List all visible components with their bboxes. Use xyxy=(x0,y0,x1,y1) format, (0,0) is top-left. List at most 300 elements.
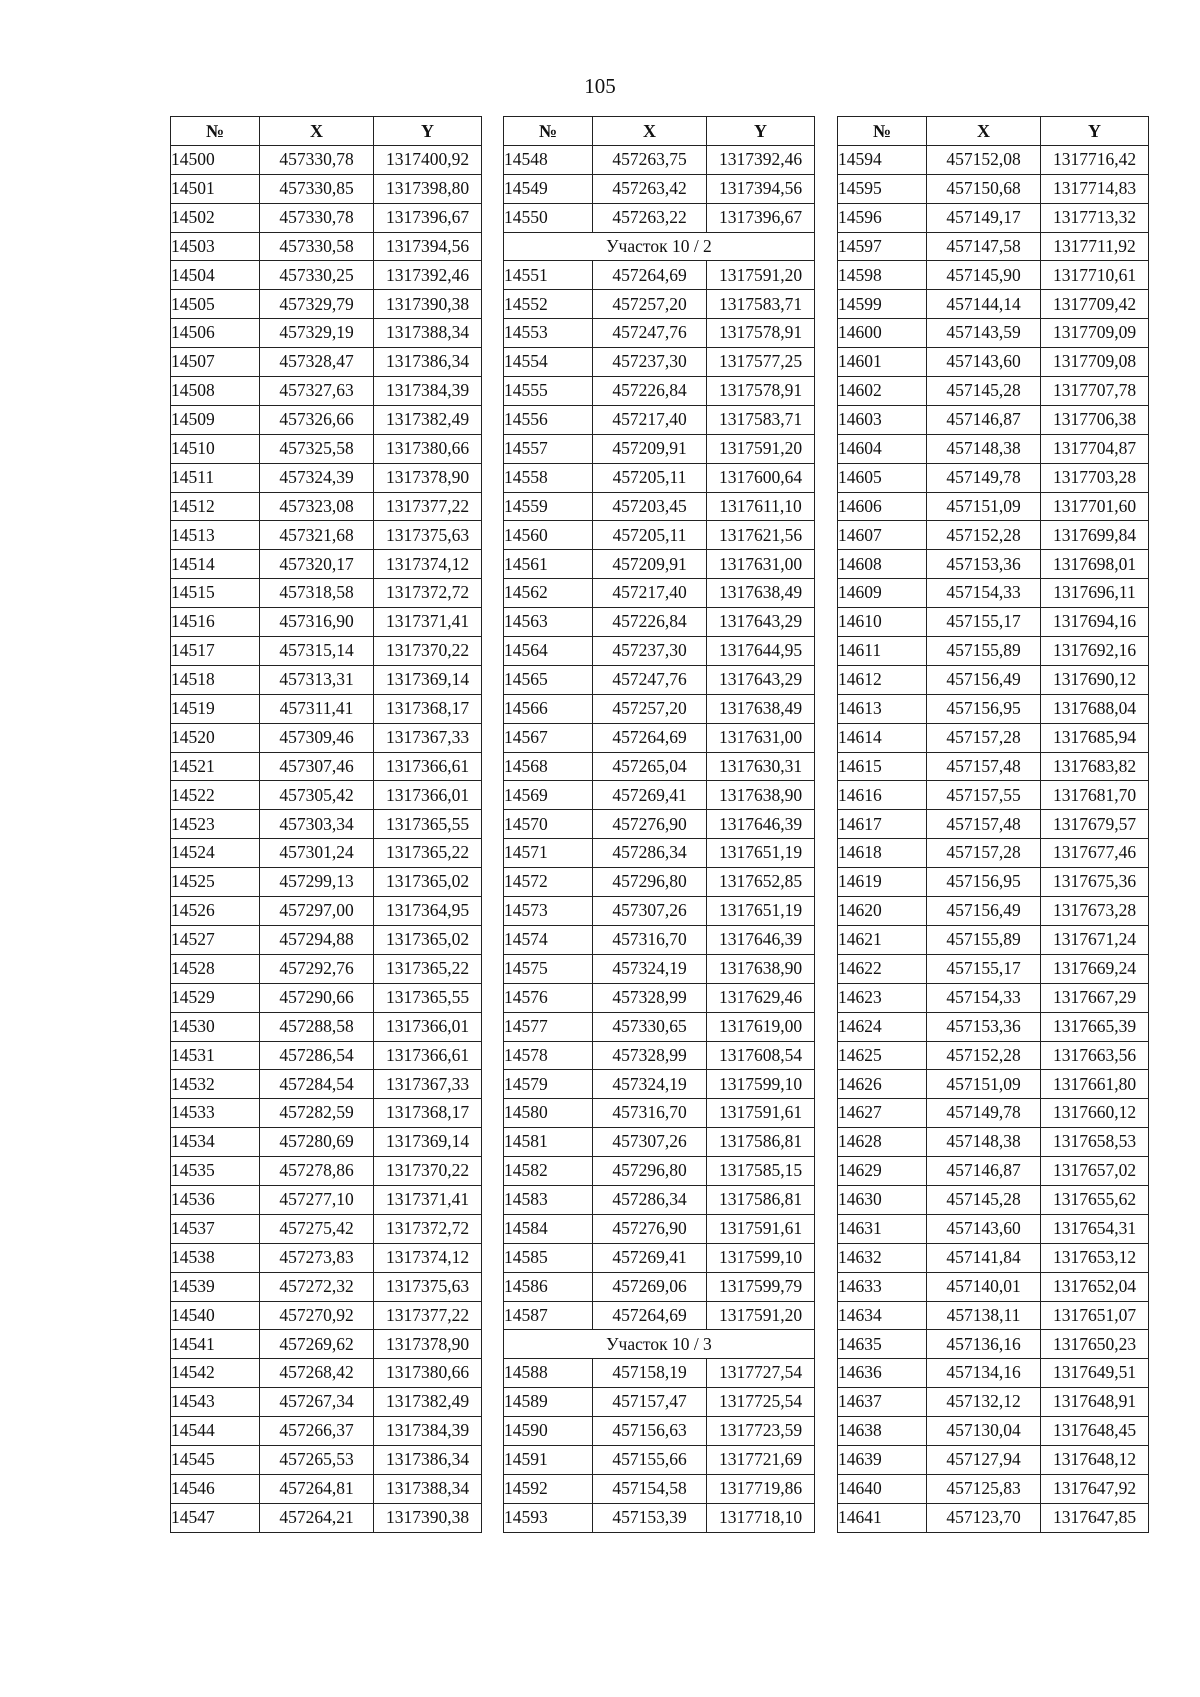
coord-x: 457282,59 xyxy=(260,1099,374,1128)
table-row xyxy=(171,1388,482,1417)
coord-x: 457264,69 xyxy=(593,1301,707,1330)
coord-x: 457267,34 xyxy=(260,1388,374,1417)
point-number: 14592 xyxy=(504,1474,593,1503)
table-row xyxy=(838,1272,1149,1301)
table-row xyxy=(504,1214,815,1243)
coord-y: 1317643,29 xyxy=(707,665,815,694)
table-row xyxy=(838,1041,1149,1070)
coord-y: 1317692,16 xyxy=(1041,637,1149,666)
coord-y: 1317644,95 xyxy=(707,637,815,666)
coord-y: 1317591,20 xyxy=(707,1301,815,1330)
coord-y: 1317675,36 xyxy=(1041,868,1149,897)
point-number: 14507 xyxy=(171,348,260,377)
coord-y: 1317380,66 xyxy=(374,434,482,463)
coord-x: 457157,28 xyxy=(927,723,1041,752)
coord-y: 1317671,24 xyxy=(1041,925,1149,954)
coord-y: 1317725,54 xyxy=(707,1388,815,1417)
point-number: 14566 xyxy=(504,694,593,723)
table-row xyxy=(838,261,1149,290)
table-row xyxy=(838,174,1149,203)
coord-x: 457329,19 xyxy=(260,319,374,348)
coord-x: 457330,58 xyxy=(260,232,374,261)
table-row xyxy=(171,405,482,434)
point-number: 14505 xyxy=(171,290,260,319)
coord-x: 457324,19 xyxy=(593,1070,707,1099)
coord-x: 457125,83 xyxy=(927,1474,1041,1503)
coord-y: 1317390,38 xyxy=(374,1503,482,1532)
point-number: 14603 xyxy=(838,405,927,434)
coord-y: 1317599,10 xyxy=(707,1243,815,1272)
point-number: 14563 xyxy=(504,608,593,637)
coord-y: 1317384,39 xyxy=(374,1417,482,1446)
point-number: 14535 xyxy=(171,1157,260,1186)
table-row xyxy=(171,1243,482,1272)
table-row xyxy=(838,1474,1149,1503)
coord-x: 457157,28 xyxy=(927,839,1041,868)
coord-x: 457149,78 xyxy=(927,463,1041,492)
coord-x: 457264,21 xyxy=(260,1503,374,1532)
table-row xyxy=(171,954,482,983)
coord-y: 1317364,95 xyxy=(374,897,482,926)
header-number: № xyxy=(504,117,593,146)
coord-y: 1317386,34 xyxy=(374,348,482,377)
table-row xyxy=(838,1330,1149,1359)
point-number: 14531 xyxy=(171,1041,260,1070)
header-x: X xyxy=(260,117,374,146)
coord-y: 1317599,10 xyxy=(707,1070,815,1099)
coord-y: 1317378,90 xyxy=(374,1330,482,1359)
table-row xyxy=(838,868,1149,897)
coord-x: 457327,63 xyxy=(260,377,374,406)
coord-y: 1317586,81 xyxy=(707,1128,815,1157)
coord-y: 1317651,19 xyxy=(707,897,815,926)
point-number: 14618 xyxy=(838,839,927,868)
coord-y: 1317707,78 xyxy=(1041,377,1149,406)
coord-y: 1317366,01 xyxy=(374,781,482,810)
coord-x: 457143,60 xyxy=(927,1214,1041,1243)
coord-x: 457154,33 xyxy=(927,579,1041,608)
point-number: 14560 xyxy=(504,521,593,550)
point-number: 14537 xyxy=(171,1214,260,1243)
coord-y: 1317652,04 xyxy=(1041,1272,1149,1301)
header-y: Y xyxy=(1041,117,1149,146)
coord-y: 1317631,00 xyxy=(707,550,815,579)
table-row xyxy=(504,925,815,954)
coord-x: 457316,70 xyxy=(593,925,707,954)
table-row xyxy=(504,1157,815,1186)
coord-x: 457152,08 xyxy=(927,145,1041,174)
table-row xyxy=(171,694,482,723)
point-number: 14532 xyxy=(171,1070,260,1099)
table-row xyxy=(504,1128,815,1157)
coord-x: 457330,78 xyxy=(260,203,374,232)
point-number: 14590 xyxy=(504,1417,593,1446)
coord-x: 457237,30 xyxy=(593,348,707,377)
point-number: 14586 xyxy=(504,1272,593,1301)
coord-x: 457277,10 xyxy=(260,1185,374,1214)
coord-y: 1317727,54 xyxy=(707,1359,815,1388)
table-row xyxy=(838,348,1149,377)
coord-y: 1317660,12 xyxy=(1041,1099,1149,1128)
coord-x: 457155,66 xyxy=(593,1445,707,1474)
coord-x: 457330,25 xyxy=(260,261,374,290)
coord-y: 1317638,90 xyxy=(707,954,815,983)
point-number: 14548 xyxy=(504,145,593,174)
table-row xyxy=(838,839,1149,868)
coord-y: 1317661,80 xyxy=(1041,1070,1149,1099)
table-row xyxy=(838,983,1149,1012)
table-row xyxy=(838,377,1149,406)
coord-x: 457143,60 xyxy=(927,348,1041,377)
coord-y: 1317652,85 xyxy=(707,868,815,897)
coord-y: 1317369,14 xyxy=(374,1128,482,1157)
point-number: 14536 xyxy=(171,1185,260,1214)
coord-y: 1317375,63 xyxy=(374,521,482,550)
coord-y: 1317366,61 xyxy=(374,752,482,781)
table-row xyxy=(504,1503,815,1532)
coord-x: 457330,65 xyxy=(593,1012,707,1041)
table-row xyxy=(838,521,1149,550)
point-number: 14509 xyxy=(171,405,260,434)
coord-x: 457330,85 xyxy=(260,174,374,203)
table-row xyxy=(838,925,1149,954)
point-number: 14638 xyxy=(838,1417,927,1446)
table-row xyxy=(504,550,815,579)
coord-x: 457146,87 xyxy=(927,1157,1041,1186)
point-number: 14558 xyxy=(504,463,593,492)
coord-y: 1317585,15 xyxy=(707,1157,815,1186)
point-number: 14611 xyxy=(838,637,927,666)
table-row xyxy=(504,897,815,926)
coord-y: 1317648,12 xyxy=(1041,1445,1149,1474)
table-row xyxy=(504,1012,815,1041)
point-number: 14602 xyxy=(838,377,927,406)
coord-y: 1317591,20 xyxy=(707,261,815,290)
coord-x: 457297,00 xyxy=(260,897,374,926)
point-number: 14514 xyxy=(171,550,260,579)
coord-y: 1317372,72 xyxy=(374,579,482,608)
table-row xyxy=(504,319,815,348)
point-number: 14565 xyxy=(504,665,593,694)
point-number: 14503 xyxy=(171,232,260,261)
table-row xyxy=(504,608,815,637)
point-number: 14624 xyxy=(838,1012,927,1041)
section-title: Участок 10 / 3 xyxy=(504,1330,815,1359)
point-number: 14579 xyxy=(504,1070,593,1099)
coord-x: 457263,42 xyxy=(593,174,707,203)
coord-x: 457152,28 xyxy=(927,521,1041,550)
coord-x: 457150,68 xyxy=(927,174,1041,203)
point-number: 14612 xyxy=(838,665,927,694)
coord-x: 457141,84 xyxy=(927,1243,1041,1272)
coord-y: 1317638,49 xyxy=(707,579,815,608)
table-header-row xyxy=(504,117,815,146)
coord-y: 1317608,54 xyxy=(707,1041,815,1070)
table-row xyxy=(838,752,1149,781)
table-row xyxy=(838,1445,1149,1474)
point-number: 14538 xyxy=(171,1243,260,1272)
table-row xyxy=(171,319,482,348)
coord-y: 1317719,86 xyxy=(707,1474,815,1503)
point-number: 14517 xyxy=(171,637,260,666)
table-row xyxy=(504,145,815,174)
point-number: 14577 xyxy=(504,1012,593,1041)
coord-x: 457307,26 xyxy=(593,897,707,926)
coord-y: 1317655,62 xyxy=(1041,1185,1149,1214)
coord-y: 1317709,08 xyxy=(1041,348,1149,377)
point-number: 14615 xyxy=(838,752,927,781)
point-number: 14635 xyxy=(838,1330,927,1359)
coord-x: 457305,42 xyxy=(260,781,374,810)
point-number: 14575 xyxy=(504,954,593,983)
coord-x: 457299,13 xyxy=(260,868,374,897)
coord-x: 457217,40 xyxy=(593,579,707,608)
point-number: 14605 xyxy=(838,463,927,492)
coord-x: 457155,17 xyxy=(927,608,1041,637)
table-row xyxy=(838,1070,1149,1099)
table-row xyxy=(171,290,482,319)
coord-x: 457325,58 xyxy=(260,434,374,463)
table-row xyxy=(171,174,482,203)
coord-x: 457266,37 xyxy=(260,1417,374,1446)
table-row xyxy=(504,434,815,463)
coord-x: 457265,53 xyxy=(260,1445,374,1474)
coord-x: 457328,99 xyxy=(593,983,707,1012)
point-number: 14523 xyxy=(171,810,260,839)
point-number: 14511 xyxy=(171,463,260,492)
table-row xyxy=(504,1272,815,1301)
table-row xyxy=(838,579,1149,608)
table-row xyxy=(171,1214,482,1243)
point-number: 14634 xyxy=(838,1301,927,1330)
table-row xyxy=(504,579,815,608)
point-number: 14569 xyxy=(504,781,593,810)
table-row xyxy=(504,377,815,406)
table-row xyxy=(838,1214,1149,1243)
point-number: 14504 xyxy=(171,261,260,290)
coord-x: 457278,86 xyxy=(260,1157,374,1186)
point-number: 14625 xyxy=(838,1041,927,1070)
table-row xyxy=(504,1445,815,1474)
coord-y: 1317701,60 xyxy=(1041,492,1149,521)
table-row xyxy=(838,434,1149,463)
coord-y: 1317713,32 xyxy=(1041,203,1149,232)
coord-y: 1317709,09 xyxy=(1041,319,1149,348)
coord-y: 1317651,07 xyxy=(1041,1301,1149,1330)
point-number: 14629 xyxy=(838,1157,927,1186)
point-number: 14636 xyxy=(838,1359,927,1388)
point-number: 14568 xyxy=(504,752,593,781)
coord-y: 1317710,61 xyxy=(1041,261,1149,290)
table-row xyxy=(838,781,1149,810)
coord-x: 457328,99 xyxy=(593,1041,707,1070)
coord-x: 457286,34 xyxy=(593,1185,707,1214)
coord-y: 1317368,17 xyxy=(374,694,482,723)
coord-y: 1317365,22 xyxy=(374,954,482,983)
coord-y: 1317611,10 xyxy=(707,492,815,521)
coord-x: 457154,58 xyxy=(593,1474,707,1503)
coord-y: 1317368,17 xyxy=(374,1099,482,1128)
coord-y: 1317583,71 xyxy=(707,405,815,434)
coord-y: 1317647,85 xyxy=(1041,1503,1149,1532)
table-row xyxy=(504,868,815,897)
point-number: 14599 xyxy=(838,290,927,319)
coord-y: 1317388,34 xyxy=(374,1474,482,1503)
point-number: 14520 xyxy=(171,723,260,752)
table-row xyxy=(504,1388,815,1417)
coord-x: 457296,80 xyxy=(593,1157,707,1186)
point-number: 14518 xyxy=(171,665,260,694)
table-row xyxy=(504,694,815,723)
point-number: 14622 xyxy=(838,954,927,983)
table-header-row xyxy=(171,117,482,146)
point-number: 14610 xyxy=(838,608,927,637)
point-number: 14529 xyxy=(171,983,260,1012)
table-row xyxy=(838,145,1149,174)
point-number: 14521 xyxy=(171,752,260,781)
table-row xyxy=(838,723,1149,752)
point-number: 14562 xyxy=(504,579,593,608)
table-row xyxy=(504,752,815,781)
table-row xyxy=(838,954,1149,983)
point-number: 14607 xyxy=(838,521,927,550)
coordinate-table-2 xyxy=(503,116,815,1533)
table-row xyxy=(171,1330,482,1359)
point-number: 14545 xyxy=(171,1445,260,1474)
coord-y: 1317398,80 xyxy=(374,174,482,203)
coord-y: 1317694,16 xyxy=(1041,608,1149,637)
coord-x: 457257,20 xyxy=(593,694,707,723)
coord-x: 457318,58 xyxy=(260,579,374,608)
coord-x: 457136,16 xyxy=(927,1330,1041,1359)
coord-x: 457156,95 xyxy=(927,694,1041,723)
coord-x: 457290,66 xyxy=(260,983,374,1012)
coord-x: 457264,69 xyxy=(593,261,707,290)
coord-y: 1317365,02 xyxy=(374,925,482,954)
point-number: 14574 xyxy=(504,925,593,954)
point-number: 14540 xyxy=(171,1301,260,1330)
coord-x: 457152,28 xyxy=(927,1041,1041,1070)
header-y: Y xyxy=(707,117,815,146)
point-number: 14584 xyxy=(504,1214,593,1243)
coord-y: 1317646,39 xyxy=(707,925,815,954)
coord-y: 1317688,04 xyxy=(1041,694,1149,723)
coord-y: 1317648,45 xyxy=(1041,1417,1149,1446)
coord-x: 457226,84 xyxy=(593,377,707,406)
coord-y: 1317392,46 xyxy=(707,145,815,174)
coord-y: 1317663,56 xyxy=(1041,1041,1149,1070)
point-number: 14573 xyxy=(504,897,593,926)
coord-x: 457257,20 xyxy=(593,290,707,319)
table-row xyxy=(171,781,482,810)
point-number: 14533 xyxy=(171,1099,260,1128)
coord-y: 1317638,49 xyxy=(707,694,815,723)
table-row xyxy=(838,1185,1149,1214)
coord-y: 1317377,22 xyxy=(374,1301,482,1330)
coord-x: 457269,62 xyxy=(260,1330,374,1359)
coord-y: 1317365,55 xyxy=(374,810,482,839)
table-row xyxy=(504,1041,815,1070)
coord-x: 457149,78 xyxy=(927,1099,1041,1128)
point-number: 14553 xyxy=(504,319,593,348)
coord-x: 457280,69 xyxy=(260,1128,374,1157)
coord-x: 457145,28 xyxy=(927,377,1041,406)
table-row xyxy=(171,839,482,868)
table-row xyxy=(171,1012,482,1041)
coord-x: 457268,42 xyxy=(260,1359,374,1388)
point-number: 14512 xyxy=(171,492,260,521)
point-number: 14630 xyxy=(838,1185,927,1214)
coord-x: 457154,33 xyxy=(927,983,1041,1012)
coord-x: 457157,47 xyxy=(593,1388,707,1417)
coord-x: 457296,80 xyxy=(593,868,707,897)
coord-x: 457324,39 xyxy=(260,463,374,492)
header-y: Y xyxy=(374,117,482,146)
coord-x: 457324,19 xyxy=(593,954,707,983)
coord-x: 457155,89 xyxy=(927,637,1041,666)
point-number: 14588 xyxy=(504,1359,593,1388)
coord-x: 457205,11 xyxy=(593,521,707,550)
coord-x: 457138,11 xyxy=(927,1301,1041,1330)
point-number: 14613 xyxy=(838,694,927,723)
coord-y: 1317372,72 xyxy=(374,1214,482,1243)
point-number: 14572 xyxy=(504,868,593,897)
point-number: 14619 xyxy=(838,868,927,897)
table-row xyxy=(504,348,815,377)
point-number: 14559 xyxy=(504,492,593,521)
table-row xyxy=(838,463,1149,492)
table-row xyxy=(171,1157,482,1186)
point-number: 14555 xyxy=(504,377,593,406)
coord-x: 457130,04 xyxy=(927,1417,1041,1446)
point-number: 14627 xyxy=(838,1099,927,1128)
coord-y: 1317647,92 xyxy=(1041,1474,1149,1503)
coord-x: 457307,46 xyxy=(260,752,374,781)
coord-x: 457320,17 xyxy=(260,550,374,579)
table-row xyxy=(504,521,815,550)
coord-y: 1317679,57 xyxy=(1041,810,1149,839)
coord-y: 1317698,01 xyxy=(1041,550,1149,579)
coord-x: 457157,55 xyxy=(927,781,1041,810)
coord-y: 1317699,84 xyxy=(1041,521,1149,550)
point-number: 14623 xyxy=(838,983,927,1012)
table-row xyxy=(504,405,815,434)
table-row xyxy=(504,1301,815,1330)
point-number: 14606 xyxy=(838,492,927,521)
point-number: 14525 xyxy=(171,868,260,897)
coord-x: 457303,34 xyxy=(260,810,374,839)
table-row xyxy=(171,1417,482,1446)
coord-x: 457148,38 xyxy=(927,1128,1041,1157)
table-row xyxy=(171,261,482,290)
coord-y: 1317706,38 xyxy=(1041,405,1149,434)
table-row xyxy=(171,1445,482,1474)
point-number: 14500 xyxy=(171,145,260,174)
coord-x: 457273,83 xyxy=(260,1243,374,1272)
table-row xyxy=(504,1417,815,1446)
table-row xyxy=(838,550,1149,579)
point-number: 14578 xyxy=(504,1041,593,1070)
table-row xyxy=(171,434,482,463)
coord-y: 1317599,79 xyxy=(707,1272,815,1301)
coord-y: 1317721,69 xyxy=(707,1445,815,1474)
point-number: 14596 xyxy=(838,203,927,232)
point-number: 14594 xyxy=(838,145,927,174)
coord-x: 457316,70 xyxy=(593,1099,707,1128)
point-number: 14580 xyxy=(504,1099,593,1128)
table-row xyxy=(504,290,815,319)
coord-y: 1317709,42 xyxy=(1041,290,1149,319)
